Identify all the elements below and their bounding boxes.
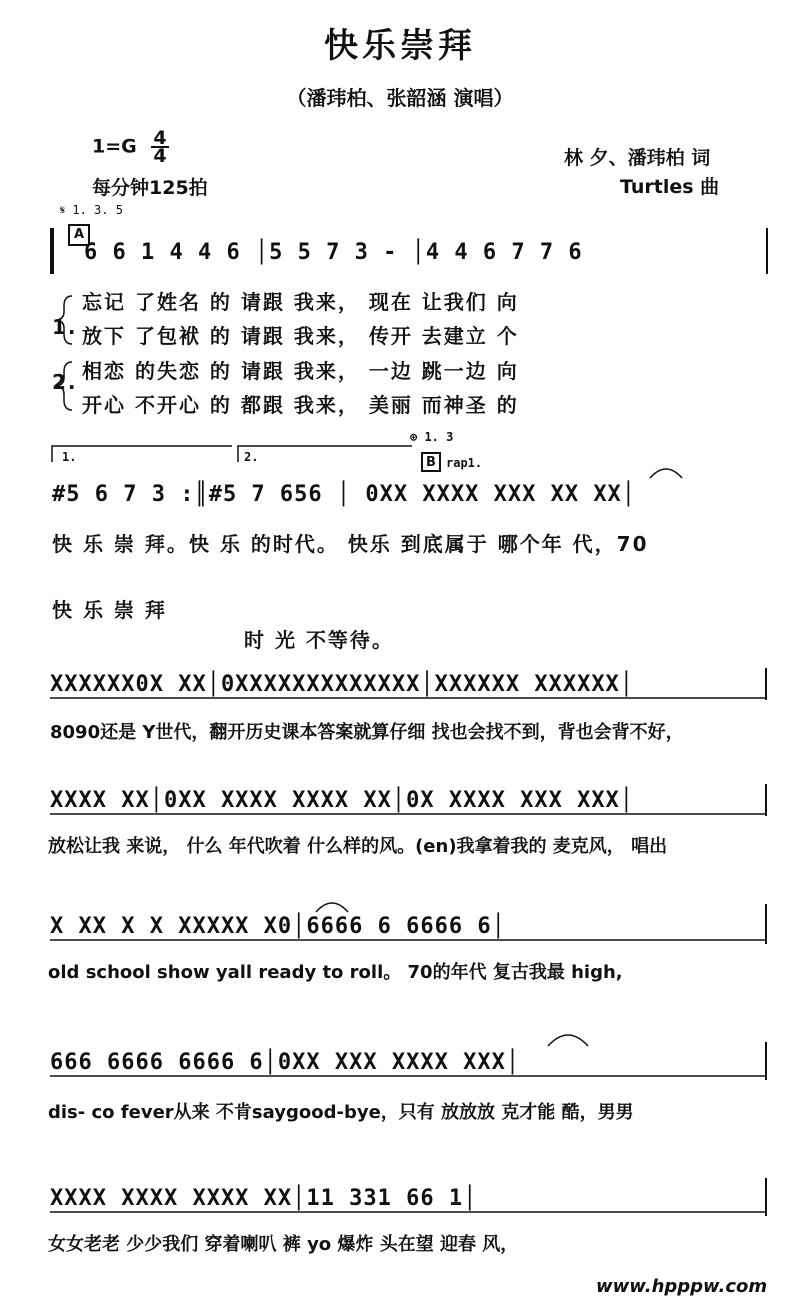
lyric-line-6: dis- co fever从来 不肯saygood-bye，只有 放放放 克才能 酷，男男 [48,1102,634,1123]
lyric-verse-1a: 忘记 了姓名 的 请跟 我来， 现在 让我们 向 [82,290,519,314]
lyric-line-3: 8090还是 Y世代，翻开历史课本答案就算仔细 找也会找不到，背也会背不好， [50,722,684,743]
verse-2-brace [58,362,72,410]
verse-1-brace [58,296,72,344]
performers-subtitle: （潘玮柏、张韶涵 演唱） [286,86,514,110]
rap-mark: rap1. [446,456,483,470]
key-label: 1=G [92,135,137,158]
lyric-line-2-volta: 时 光 不等待。 [244,628,394,652]
notation-line-2: #5 6 7 3 :║#5 7 656 │ 0XX XXXX XXX XX XX│ [52,482,637,507]
lyric-line-5: old school show yall ready to roll。 70的年代 复古我最 high, [48,962,623,983]
segno-mark: 𝄋 1. 3. 5 [60,203,123,217]
time-numerator: 4 [153,127,167,149]
slur [548,1035,588,1046]
lyric-line-2: 快 乐 崇 拜。快 乐 的时代。 快乐 到底属于 哪个年 代，70 [52,532,649,556]
notation-line-7: XXXX XXXX XXXX XX│11 331 66 1│ [50,1186,478,1211]
lyric-verse-1b: 放下 了包袱 的 请跟 我来， 传开 去建立 个 [82,324,519,348]
volta-1-bracket [52,446,232,462]
time-denominator: 4 [153,145,167,167]
volta-1-label: 1. [62,450,77,464]
lyric-verse-2b: 开心 不开心 的 都跟 我来， 美丽 而神圣 的 [82,393,519,417]
tempo-marking: 每分钟125拍 [92,177,208,199]
notation-line-4: XXXX XX│0XX XXXX XXXX XX│0X XXXX XXX XXX│ [50,788,635,813]
section-b-box: B [421,452,441,472]
slur [316,903,348,912]
composer-credit: Turtles 曲 [620,176,720,198]
slur [650,469,682,478]
watermark-url: www.hpppw.com [596,1276,768,1297]
notation-line-5: X XX X X XXXXX X0│6666 6 6666 6│ [50,914,506,939]
lyric-line-4: 放松让我 来说， 什么 年代吹着 什么样的风。(en)我拿着我的 麦克风， 唱出 [48,836,668,857]
volta-2-bracket [238,446,412,462]
notation-line-1: 6 6 1 4 4 6 │5 5 7 3 - │4 4 6 7 7 6 [84,240,583,265]
lyricist-credit: 林 夕、潘玮柏 词 [564,147,711,169]
verse-2-number: 2. [52,370,78,394]
section-a-box: A [68,224,90,246]
notation-line-6: 666 6666 6666 6│0XX XXX XXXX XXX│ [50,1050,521,1075]
notation-line-3: XXXXXX0X XX│0XXXXXXXXXXXXX│XXXXXX XXXXXX│ [50,672,635,697]
lyric-line-2-alt: 快 乐 崇 拜 [52,598,167,622]
lyric-line-7: 女女老老 少少我们 穿着喇叭 裤 yo 爆炸 头在望 迎春 风， [48,1234,519,1255]
verse-1-number: 1. [52,315,78,339]
volta-2-label: 2. [244,450,259,464]
song-title: 快乐崇拜 [324,26,476,66]
coda-mark: ⊕ 1. 3 [410,430,454,444]
lyric-verse-2a: 相恋 的失恋 的 请跟 我来， 一边 跳一边 向 [82,359,519,383]
